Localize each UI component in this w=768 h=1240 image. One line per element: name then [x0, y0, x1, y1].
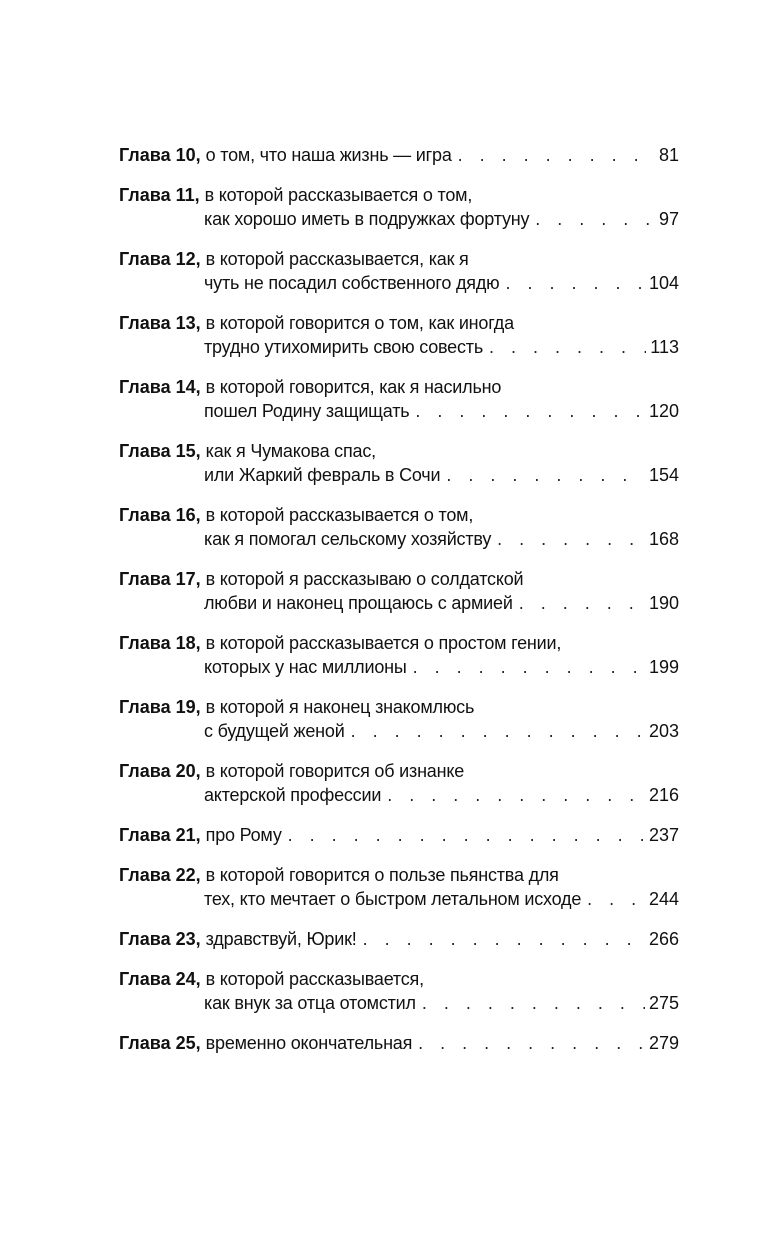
chapter-title-text: тех, кто мечтает о быстром летальном исходе: [204, 889, 582, 909]
chapter-title-text: в которой говорится, как я насильно: [205, 377, 502, 397]
toc-entry-first-line: [119, 183, 679, 207]
chapter-label: Глава 11,: [119, 185, 200, 205]
toc-entry-first-line: [119, 759, 679, 783]
toc-entry[interactable]: [119, 503, 679, 551]
table-of-contents: [119, 143, 679, 1071]
page-number: 97: [658, 209, 679, 229]
toc-entry[interactable]: [119, 143, 679, 167]
chapter-title-text: чуть не посадил собственного дядю: [204, 273, 500, 293]
page-number: 104: [648, 273, 679, 293]
chapter-title-text: временно окончательная: [205, 1033, 413, 1053]
toc-entry[interactable]: [119, 375, 679, 423]
chapter-label: Глава 22,: [119, 865, 201, 885]
chapter-title-text: в которой рассказывается о том,: [204, 185, 473, 205]
chapter-label: Глава 18,: [119, 633, 201, 653]
chapter-label: Глава 20,: [119, 761, 201, 781]
page-number: 168: [648, 529, 679, 549]
toc-entry-continuation-line: [119, 991, 679, 1015]
dot-leader: [413, 655, 645, 679]
page-number: 266: [648, 929, 679, 949]
toc-entry-continuation-line: [119, 783, 679, 807]
toc-entry-continuation-line: [119, 527, 679, 551]
dot-leader: [288, 823, 645, 847]
dot-leader: [418, 1031, 645, 1055]
dot-leader: [351, 719, 645, 743]
chapter-title-text: в которой я наконец знакомлюсь: [205, 697, 475, 717]
chapter-title-text: как я Чумакова спас,: [205, 441, 376, 461]
toc-entry[interactable]: [119, 439, 679, 487]
chapter-title-text: любви и наконец прощаюсь с армией: [204, 593, 513, 613]
dot-leader: [415, 399, 645, 423]
toc-entry-first-line: [119, 1031, 679, 1055]
toc-entry-first-line: [119, 311, 679, 335]
dot-leader: [535, 207, 655, 231]
page-number: 81: [658, 145, 679, 165]
dot-leader: [458, 143, 655, 167]
chapter-label: Глава 19,: [119, 697, 201, 717]
toc-entry-continuation-line: [119, 887, 679, 911]
toc-entry-first-line: [119, 375, 679, 399]
toc-entry-continuation-line: [119, 591, 679, 615]
chapter-label: Глава 17,: [119, 569, 201, 589]
chapter-title-text: как я помогал сельскому хозяйству: [204, 529, 492, 549]
page-number: 199: [648, 657, 679, 677]
toc-entry[interactable]: [119, 311, 679, 359]
chapter-label: Глава 15,: [119, 441, 201, 461]
toc-entry-first-line: [119, 863, 679, 887]
dot-leader: [505, 271, 645, 295]
toc-entry-continuation-line: [119, 207, 679, 231]
toc-entry[interactable]: [119, 631, 679, 679]
chapter-title-text: трудно утихомирить свою совесть: [204, 337, 484, 357]
toc-entry[interactable]: [119, 695, 679, 743]
chapter-title-text: в которой я рассказываю о солдатской: [205, 569, 524, 589]
toc-entry-continuation-line: [119, 719, 679, 743]
dot-leader: [387, 783, 645, 807]
page-number: 120: [648, 401, 679, 421]
chapter-title-text: пошел Родину защищать: [204, 401, 410, 421]
toc-entry[interactable]: [119, 183, 679, 231]
chapter-title-text: здравствуй, Юрик!: [205, 929, 357, 949]
dot-leader: [422, 991, 645, 1015]
dot-leader: [497, 527, 645, 551]
chapter-title-text: как хорошо иметь в подружках фортуну: [204, 209, 530, 229]
page-number: 237: [648, 825, 679, 845]
toc-entry-continuation-line: [119, 271, 679, 295]
page-number: 275: [648, 993, 679, 1013]
chapter-title-text: в которой говорится о пользе пьянства для: [205, 865, 559, 885]
toc-entry-first-line: [119, 503, 679, 527]
toc-entry[interactable]: [119, 967, 679, 1015]
chapter-label: Глава 12,: [119, 249, 201, 269]
toc-entry-first-line: [119, 927, 679, 951]
chapter-title-text: как внук за отца отомстил: [204, 993, 416, 1013]
dot-leader: [489, 335, 646, 359]
chapter-title-text: в которой рассказывается о том,: [205, 505, 474, 525]
chapter-label: Глава 24,: [119, 969, 201, 989]
chapter-title-text: в которой рассказывается,: [205, 969, 424, 989]
chapter-title-text: в которой говорится об изнанке: [205, 761, 465, 781]
toc-entry-first-line: [119, 631, 679, 655]
toc-entry[interactable]: [119, 1031, 679, 1055]
toc-entry[interactable]: [119, 823, 679, 847]
chapter-title-text: которых у нас миллионы: [204, 657, 407, 677]
toc-entry-first-line: [119, 439, 679, 463]
toc-entry-continuation-line: [119, 463, 679, 487]
chapter-label: Глава 10,: [119, 145, 201, 165]
chapter-title-text: актерской профессии: [204, 785, 382, 805]
dot-leader: [519, 591, 645, 615]
page-number: 216: [648, 785, 679, 805]
toc-entry-continuation-line: [119, 399, 679, 423]
toc-entry-continuation-line: [119, 655, 679, 679]
chapter-label: Глава 16,: [119, 505, 201, 525]
chapter-title-text: или Жаркий февраль в Сочи: [204, 465, 441, 485]
page-number: 203: [648, 721, 679, 741]
chapter-title-text: про Рому: [205, 825, 282, 845]
chapter-label: Глава 14,: [119, 377, 201, 397]
chapter-title-text: в которой говорится о том, как иногда: [205, 313, 514, 333]
page-number: 154: [648, 465, 679, 485]
chapter-label: Глава 23,: [119, 929, 201, 949]
chapter-title-text: в которой рассказывается, как я: [205, 249, 469, 269]
page-number: 190: [648, 593, 679, 613]
toc-entry-first-line: [119, 567, 679, 591]
toc-entry[interactable]: [119, 247, 679, 295]
toc-entry-first-line: [119, 823, 679, 847]
toc-entry[interactable]: [119, 863, 679, 911]
toc-entry[interactable]: [119, 927, 679, 951]
toc-entry[interactable]: [119, 567, 679, 615]
toc-entry[interactable]: [119, 759, 679, 807]
chapter-label: Глава 25,: [119, 1033, 201, 1053]
toc-entry-first-line: [119, 143, 679, 167]
dot-leader: [363, 927, 645, 951]
toc-entry-first-line: [119, 247, 679, 271]
toc-entry-first-line: [119, 967, 679, 991]
chapter-title-text: в которой рассказывается о простом гении,: [205, 633, 562, 653]
page-number: 113: [650, 337, 679, 357]
chapter-title-text: о том, что наша жизнь — игра: [205, 145, 452, 165]
chapter-title-text: с будущей женой: [204, 721, 345, 741]
chapter-label: Глава 13,: [119, 313, 201, 333]
dot-leader: [446, 463, 645, 487]
dot-leader: [587, 887, 645, 911]
toc-entry-first-line: [119, 695, 679, 719]
page-number: 279: [648, 1033, 679, 1053]
page-number: 244: [648, 889, 679, 909]
toc-entry-continuation-line: [119, 335, 679, 359]
chapter-label: Глава 21,: [119, 825, 201, 845]
